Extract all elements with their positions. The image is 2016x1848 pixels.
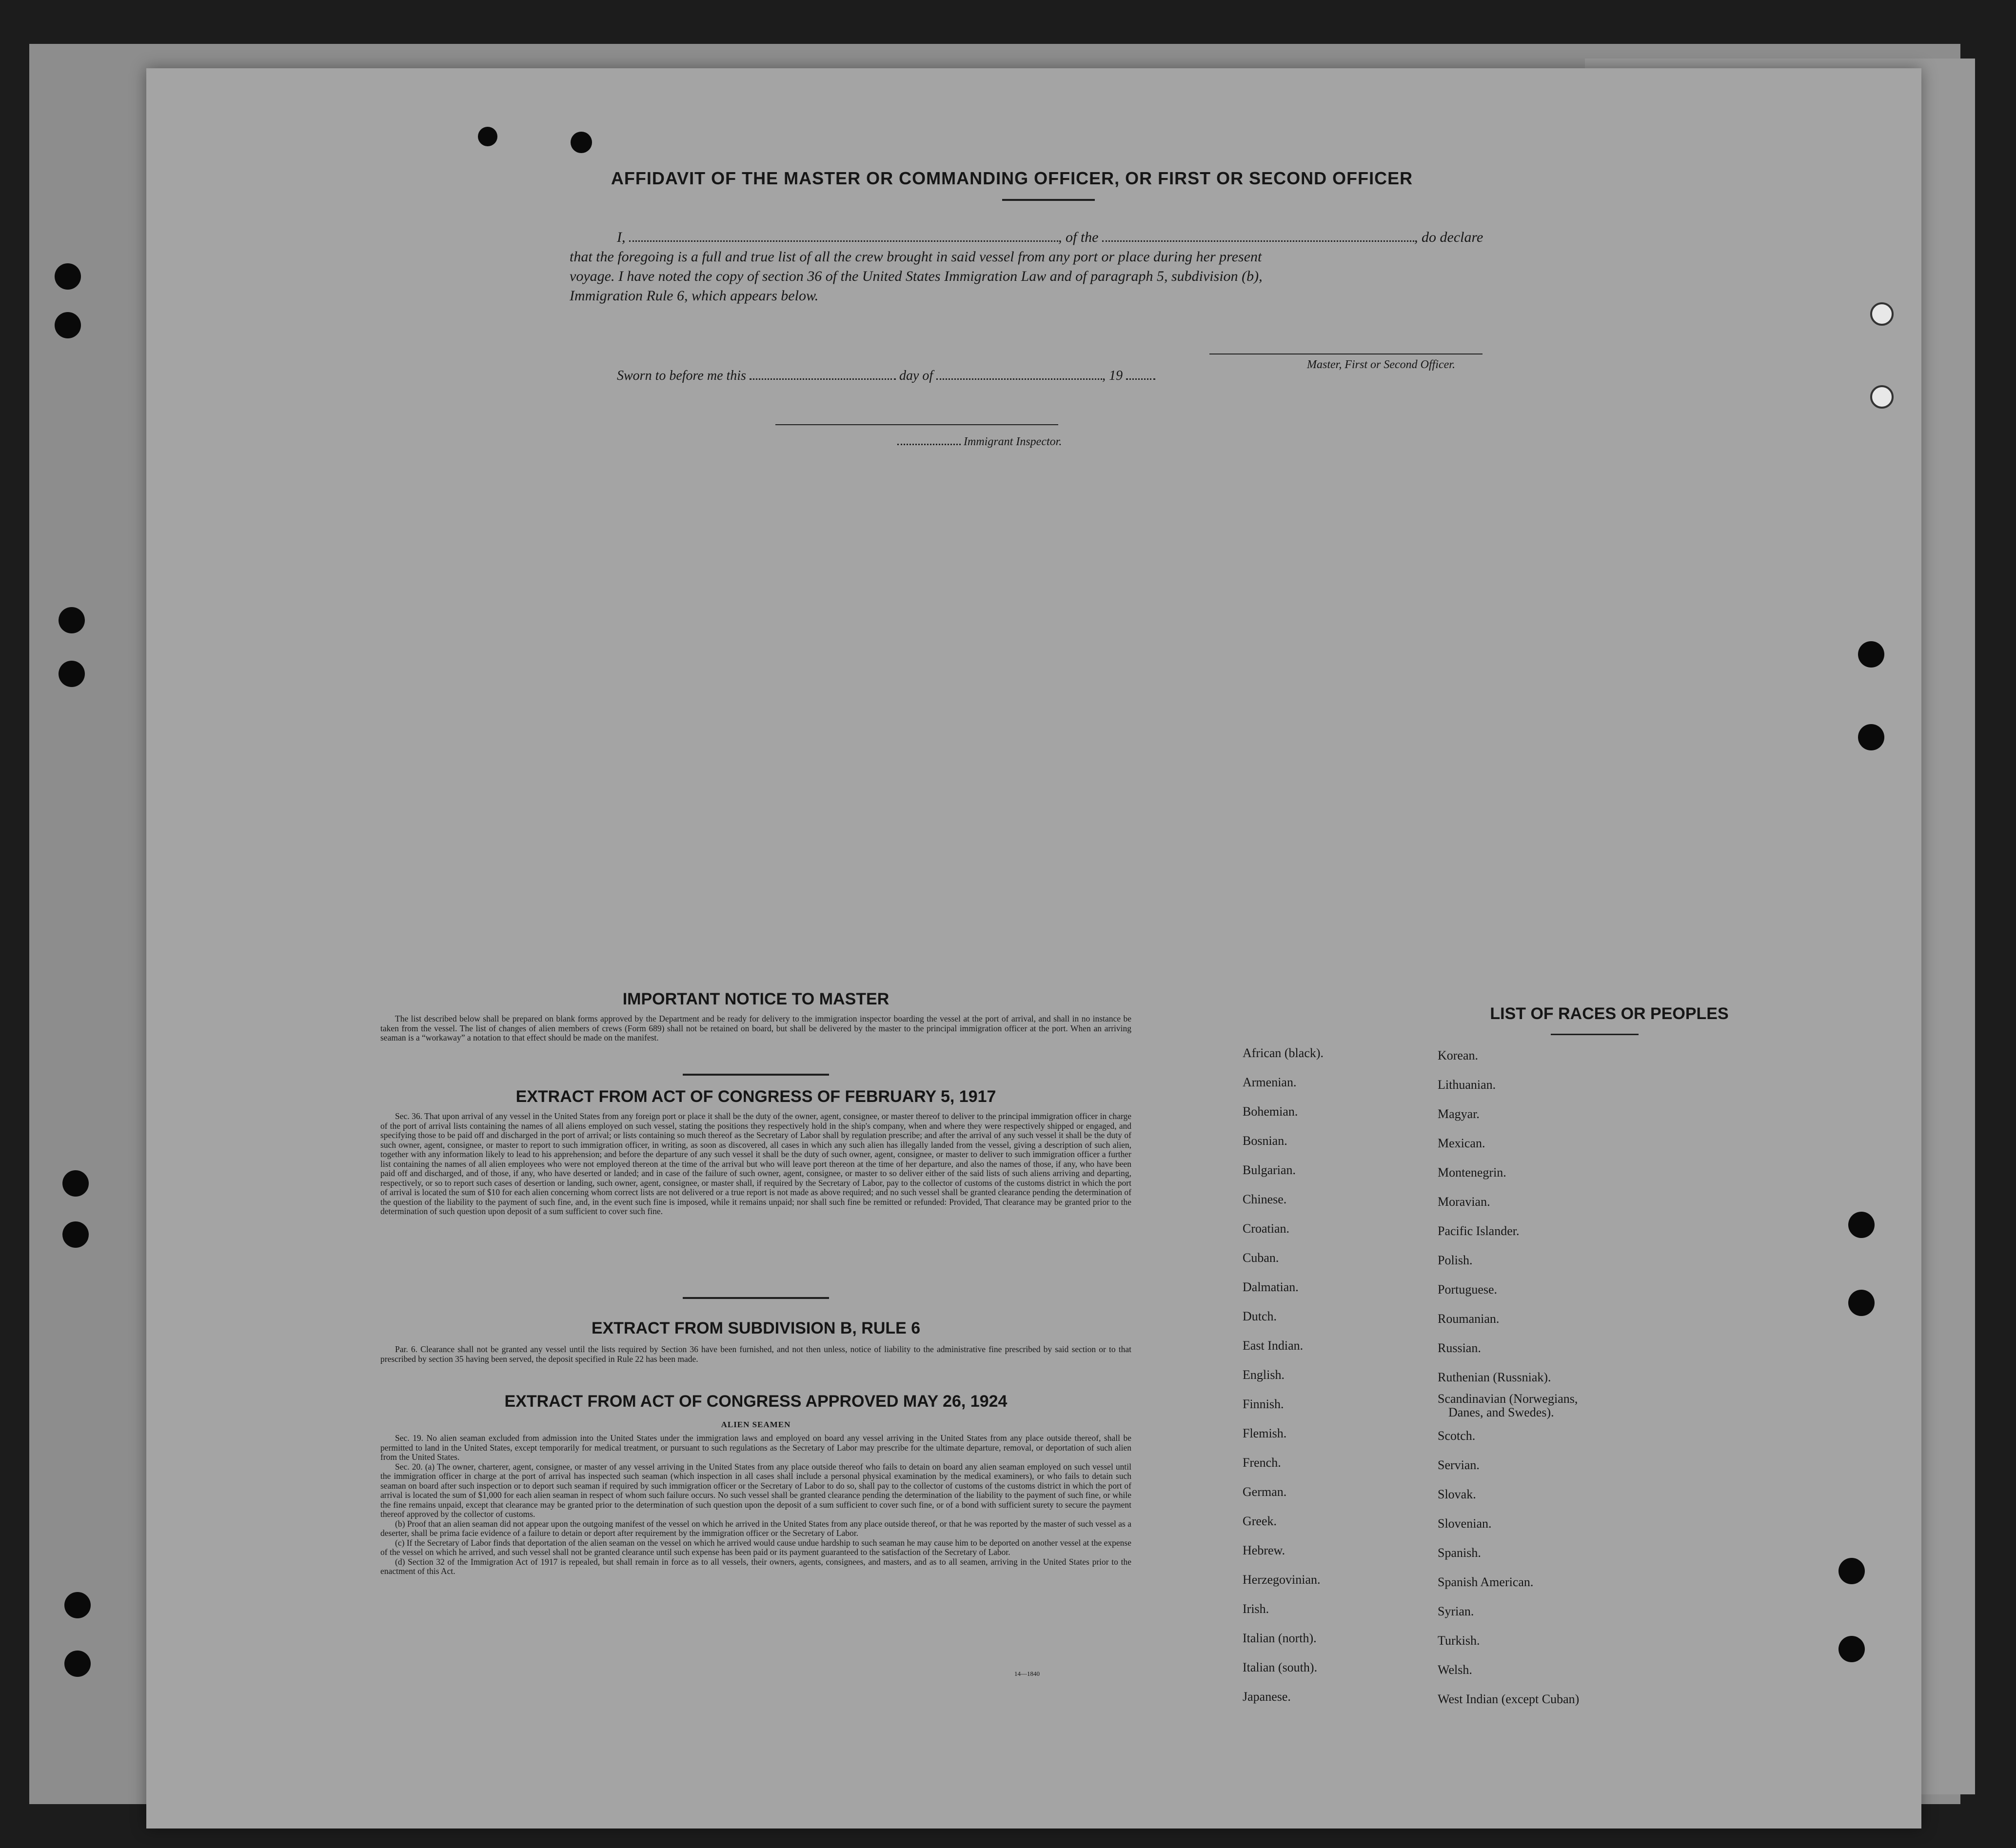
race-item: Magyar. <box>1438 1107 1480 1121</box>
punch-hole <box>62 1170 89 1197</box>
extract-1924-sec20a: Sec. 20. (a) The owner, charterer, agent, consignee, or master of any vessel arriving in the United States from any place outside thereof who fails to detain on board any alien seaman employed on such vessel until the immigration officer in charge at the port of arrival has inspected such seaman (which inspection in all cases shall include a personal physical examination by the medical examiners), or who fails to detain such seaman on board after such inspection or to deport such seaman if required by such immigration officer or the Secretary of Labor to do so, shall pay to the collector of customs of the customs district in which the port of arrival is located the sum of $1,000 for each alien seaman in respect of whom such failure occurs. No such vessel shall be granted clearance pending the determination of the liability to the payment of such fine, or while the fine remains unpaid, except that clearance may be granted prior to the determination of such question upon the deposit of a sum sufficient to cover such fine, or of a bond with sufficient surety to secure the payment thereof approved by the collector of customs. <box>380 1461 1131 1519</box>
race-item: Polish. <box>1438 1253 1473 1267</box>
race-item: German. <box>1243 1485 1287 1499</box>
sworn-month-field[interactable] <box>936 378 1102 380</box>
punch-hole <box>571 132 592 153</box>
race-item: Pacific Islander. <box>1438 1224 1520 1238</box>
race-item: Dutch. <box>1243 1309 1277 1323</box>
race-item: Scotch. <box>1438 1429 1476 1443</box>
race-item: Bulgarian. <box>1243 1163 1296 1177</box>
sworn-year-field[interactable] <box>1126 378 1155 380</box>
extract-1924-sec19: Sec. 19. No alien seaman excluded from admission into the United States under the immigration laws and employed on board any vessel arriving in the United States from any place outside thereof, shall be permitted to land in the United States, except temporarily for medical treatment, or pursuant to such regulations as the Secretary of Labor may prescribe for the ultimate departure, removal, or deportation of such alien from the United States. <box>380 1433 1131 1462</box>
race-item: Finnish. <box>1243 1397 1284 1411</box>
race-item: Croatian. <box>1243 1221 1290 1236</box>
extract-1924-sec20d: (d) Section 32 of the Immigration Act of 1917 is repealed, but shall remain in force as to all vessels, their owners, agents, consignees, and masters, and as to all seamen, arriving in the United States prior to the enactment of this Act. <box>380 1556 1131 1576</box>
punch-hole <box>1858 724 1884 750</box>
extract-1924-sec20c: (c) If the Secretary of Labor finds that deportation of the alien seaman on the vessel on which he arrived would cause undue hardship to such seaman he may cause him to be deported on another vessel at the expense of the vessel on which he arrived, and such vessel shall not be granted clearance until such expense has been paid or its payment guaranteed to the satisfaction of the Secretary of Labor. <box>380 1537 1131 1557</box>
race-item: Slovenian. <box>1438 1516 1492 1531</box>
affidavit-declare-label: , do declare <box>1414 229 1483 245</box>
notice-text <box>380 1014 1131 1043</box>
divider <box>1002 199 1095 201</box>
inspector-signature-line[interactable] <box>775 424 1058 425</box>
extract-1917-paragraph: Sec. 36. That upon arrival of any vessel in the United States from any foreign port or place it shall be the duty of the owner, agent, consignee, or master thereof to deliver to the principal immigration officer in charge of the port of arrival lists containing the names of all aliens employed on such vessel, stating the positions they respectively hold in the ship's company, when and where they were respectively shipped or engaged, and specifying those to be paid off and discharged in the port of arrival; or lists containing so much thereof as the Secretary of Labor shall by regulation prescribe; and after the arrival of any such vessel it shall be the duty of such owner, agent, consignee, or master to report to such immigration officer, in writing, as soon as discovered, all cases in which any such alien has illegally landed from the vessel, giving a description of such alien, together with any information likely to lead to his apprehension; and before the departure of any such vessel it shall be the duty of such owner, agent, consignee, or master to deliver to such immigration officer a further list containing the names of all alien employees who were not employed thereon at the time of the arrival but who will leave port thereon at the time of her departure, and also the names of those, if any, who have been paid off and discharged, and of those, if any, who have deserted or landed; and in case of the failure of such owner, agent, consignee, or master to so deliver either of the said lists of such aliens arriving and departing, respectively, or so to report such cases of desertion or landing, such owner, agent, consignee, or master shall, if required by the Secretary of Labor, pay to the collector of customs of the customs district in which the port of arrival is located the sum of $10 for each alien concerning whom correct lists are not delivered or a true report is not made as above required; and no such vessel shall be granted clearance pending the determination of the question of the liability to the payment of such fine, and, in the event such fine is imposed, while it remains unpaid; nor shall such fine be remitted or refunded: Provided, That clearance may be granted prior to the determination of such question upon deposit of a sum sufficient to cover such fine. <box>380 1111 1131 1216</box>
inspector-label-row <box>897 435 1062 449</box>
race-item: Hebrew. <box>1243 1543 1285 1557</box>
sworn-line <box>617 368 1155 384</box>
race-item: Irish. <box>1243 1602 1269 1616</box>
affidavit-i-label: I, <box>617 229 626 245</box>
race-item: Chinese. <box>1243 1192 1287 1206</box>
vessel-name-field[interactable] <box>1102 240 1414 242</box>
sworn-date-field[interactable] <box>750 378 896 380</box>
race-item-scandinavian <box>1438 1392 1579 1421</box>
punch-hole <box>1870 302 1894 326</box>
race-item: Bosnian. <box>1243 1134 1287 1148</box>
race-item: Roumanian. <box>1438 1312 1500 1326</box>
race-item: Slovak. <box>1438 1487 1476 1501</box>
punch-hole <box>59 607 85 633</box>
affidavit-of-the-label: , of the <box>1058 229 1099 245</box>
race-item: Japanese. <box>1243 1690 1291 1704</box>
race-item: African (black). <box>1243 1046 1324 1060</box>
race-item: Cuban. <box>1243 1251 1279 1265</box>
affidavit-line-4: Immigration Rule 6, which appears below. <box>570 288 819 304</box>
inspector-label: Immigrant Inspector. <box>964 435 1062 448</box>
race-item: Korean. <box>1438 1048 1479 1062</box>
alien-seamen-caption: ALIEN SEAMEN <box>721 1420 791 1429</box>
notice-title: IMPORTANT NOTICE TO MASTER <box>622 990 889 1008</box>
race-item: Russian. <box>1438 1341 1481 1355</box>
divider <box>683 1074 829 1076</box>
punch-hole <box>1848 1290 1875 1316</box>
master-signature-label: Master, First or Second Officer. <box>1307 358 1455 371</box>
punch-hole <box>478 127 497 146</box>
race-item: Bohemian. <box>1243 1104 1298 1119</box>
punch-hole <box>1858 641 1884 668</box>
punch-hole <box>59 661 85 687</box>
sworn-prefix: Sworn to before me this <box>617 368 746 383</box>
race-item-line: Danes, and Swedes). <box>1448 1405 1554 1419</box>
race-item: English. <box>1243 1368 1285 1382</box>
extract-rule6-paragraph: Par. 6. Clearance shall not be granted any vessel until the lists required by Section 36 have been furnished, and not then unless, notice of liability to the administrative fine prescribed by said section or to that prescribed by section 35 having been served, the deposit specified in Rule 22 has been made. <box>380 1344 1131 1364</box>
extract-rule6-title: EXTRACT FROM SUBDIVISION B, RULE 6 <box>591 1319 921 1337</box>
race-item: Servian. <box>1438 1458 1480 1472</box>
punch-hole <box>1848 1212 1875 1238</box>
punch-hole <box>64 1651 91 1677</box>
notice-paragraph: The list described below shall be prepared on blank forms approved by the Department and be ready for delivery to the immigration inspector boarding the vessel at the port of arrival, and shall in no instance be taken from the vessel. The list of changes of alien members of crews (Form 689) shall not be retained on board, but shall be delivered by the master to the principal immigration officer at the port. When an arriving seaman is a “workaway” a notation to that effect should be made on the manifest. <box>380 1014 1131 1042</box>
punch-hole <box>55 312 81 338</box>
races-right-column <box>1438 1041 1579 1714</box>
race-item: Armenian. <box>1243 1075 1297 1089</box>
race-item: Lithuanian. <box>1438 1078 1496 1092</box>
form-number: 14—1840 <box>1014 1670 1040 1677</box>
race-item: Flemish. <box>1243 1426 1287 1440</box>
race-item: Italian (south). <box>1243 1660 1318 1674</box>
race-item: Moravian. <box>1438 1195 1490 1209</box>
punch-hole <box>64 1592 91 1618</box>
race-item: Montenegrin. <box>1438 1165 1506 1180</box>
race-item: French. <box>1243 1455 1281 1470</box>
race-item: Greek. <box>1243 1514 1277 1528</box>
punch-hole <box>62 1221 89 1248</box>
sworn-day-label: day of <box>899 368 933 383</box>
race-item: Dalmatian. <box>1243 1280 1299 1294</box>
race-item: Syrian. <box>1438 1604 1474 1618</box>
race-item-line: Scandinavian (Norwegians, <box>1438 1392 1578 1406</box>
inspector-dots <box>897 444 961 445</box>
punch-hole <box>1838 1636 1865 1662</box>
race-item: Mexican. <box>1438 1136 1485 1150</box>
races-title: LIST OF RACES OR PEOPLES <box>1490 1004 1729 1023</box>
race-item: Italian (north). <box>1243 1631 1317 1645</box>
affidavit-sheet <box>146 68 1921 1828</box>
affidavit-line-3: voyage. I have noted the copy of section 36 of the United States Immigration Law and of paragraph 5, subdivision (b), <box>570 268 1263 284</box>
race-item: East Indian. <box>1243 1338 1304 1353</box>
race-item: Portuguese. <box>1438 1282 1498 1297</box>
affidavit-line-1 <box>617 229 1483 246</box>
master-name-field[interactable] <box>629 240 1058 242</box>
divider <box>1551 1034 1639 1035</box>
race-item: Herzegovinian. <box>1243 1573 1321 1587</box>
punch-hole <box>1838 1558 1865 1584</box>
race-item: West Indian (except Cuban) <box>1438 1692 1580 1706</box>
race-item: Spanish American. <box>1438 1575 1534 1589</box>
extract-1924-text <box>380 1434 1131 1576</box>
sworn-year-label: , 19 <box>1102 368 1123 383</box>
race-item: Ruthenian (Russniak). <box>1438 1370 1551 1384</box>
race-item: Spanish. <box>1438 1546 1481 1560</box>
race-item: Turkish. <box>1438 1633 1480 1648</box>
extract-1917-text <box>380 1112 1131 1217</box>
race-item: Welsh. <box>1438 1663 1472 1677</box>
affidavit-line-2: that the foregoing is a full and true list of all the crew brought in said vessel from any port or place during her present <box>570 249 1262 265</box>
extract-rule6-text <box>380 1345 1131 1364</box>
divider <box>683 1297 829 1299</box>
affidavit-title: AFFIDAVIT OF THE MASTER OR COMMANDING OFFICER, OR FIRST OR SECOND OFFICER <box>611 168 1413 188</box>
races-left-column <box>1243 1039 1324 1711</box>
punch-hole <box>55 263 81 290</box>
extract-1924-sec20b: (b) Proof that an alien seaman did not appear upon the outgoing manifest of the vessel on which he arrived in the United States from any place outside thereof, or that he was reported by the master of such vessel as a deserter, shall be prima facie evidence of a failure to detain or deport after requirement by the immigration officer or the Secretary of Labor. <box>380 1518 1131 1538</box>
extract-1924-title: EXTRACT FROM ACT OF CONGRESS APPROVED MAY 26, 1924 <box>504 1392 1008 1411</box>
extract-1917-title: EXTRACT FROM ACT OF CONGRESS OF FEBRUARY 5, 1917 <box>515 1087 996 1106</box>
punch-hole <box>1870 385 1894 409</box>
